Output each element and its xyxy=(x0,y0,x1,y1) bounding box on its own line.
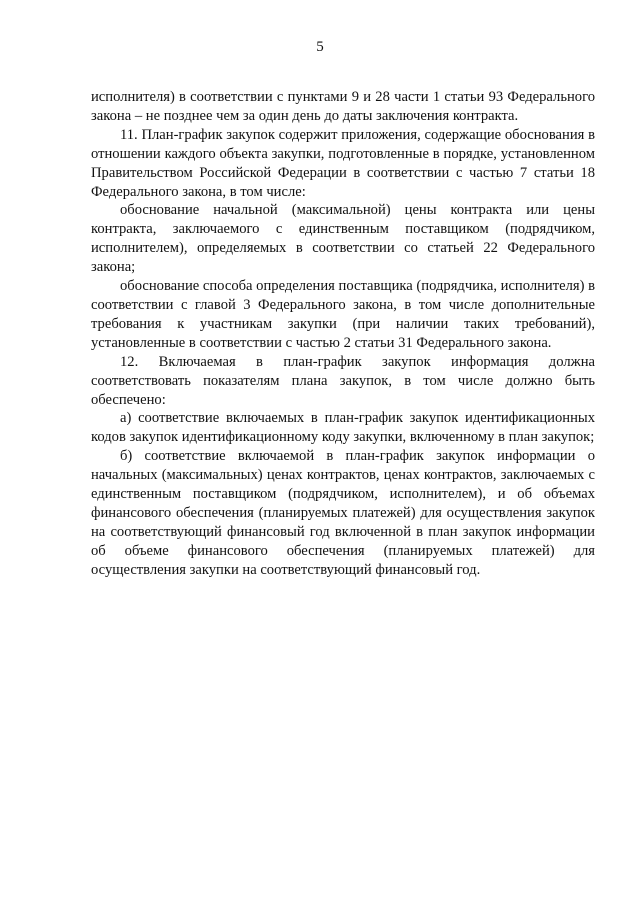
paragraph-method-justification: обоснование способа определения поставщика (подрядчика, исполнителя) в соответствии с главой 3 Федерального закона, в том числе дополнительные требования к участникам закупки (при наличии таких требований), установленные в соответствии с частью 2 статьи 31 Федерального закона. xyxy=(91,278,595,351)
paragraph-subitem-b: б) соответствие включаемой в план-график закупок информации о начальных (максимальных) ценах контрактов, ценах контрактов, заключаемых с единственным поставщиком (подрядчиком, исполнителем), и об объемах финансового обеспечения (планируемых платежей) для осуществления закупок на соответствующий финансовый год включенной в план закупок информации об объеме финансового обеспечения (планируемых платежей) для осуществления закупки на соответствующий финансовый год. xyxy=(91,448,595,578)
document-body xyxy=(91,88,595,580)
paragraph-item-11: 11. План-график закупок содержит приложения, содержащие обоснования в отношении каждого объекта закупки, подготовленные в порядке, установленном Правительством Российской Федерации в соответствии с частью 7 статьи 18 Федерального закона, в том числе: xyxy=(91,126,595,200)
paragraph-price-justification: обоснование начальной (максимальной) цены контракта или цены контракта, заключаемого с единственным поставщиком (подрядчиком, исполнителем), определяемых в соответствии со статьей 22 Федерального закона; xyxy=(91,202,595,276)
paragraph-subitem-a: а) соответствие включаемых в план-график закупок идентификационных кодов закупок идентификационному коду закупки, включенному в план закупок; xyxy=(91,410,595,446)
paragraph-item-12: 12. Включаемая в план-график закупок информация должна соответствовать показателям плана закупок, в том числе должно быть обеспечено: xyxy=(91,353,595,408)
page-number: 5 xyxy=(316,39,324,55)
paragraph-continuation: исполнителя) в соответствии с пунктами 9 и 28 части 1 статьи 93 Федерального закона – не позднее чем за один день до даты заключения контракта. xyxy=(91,89,595,124)
